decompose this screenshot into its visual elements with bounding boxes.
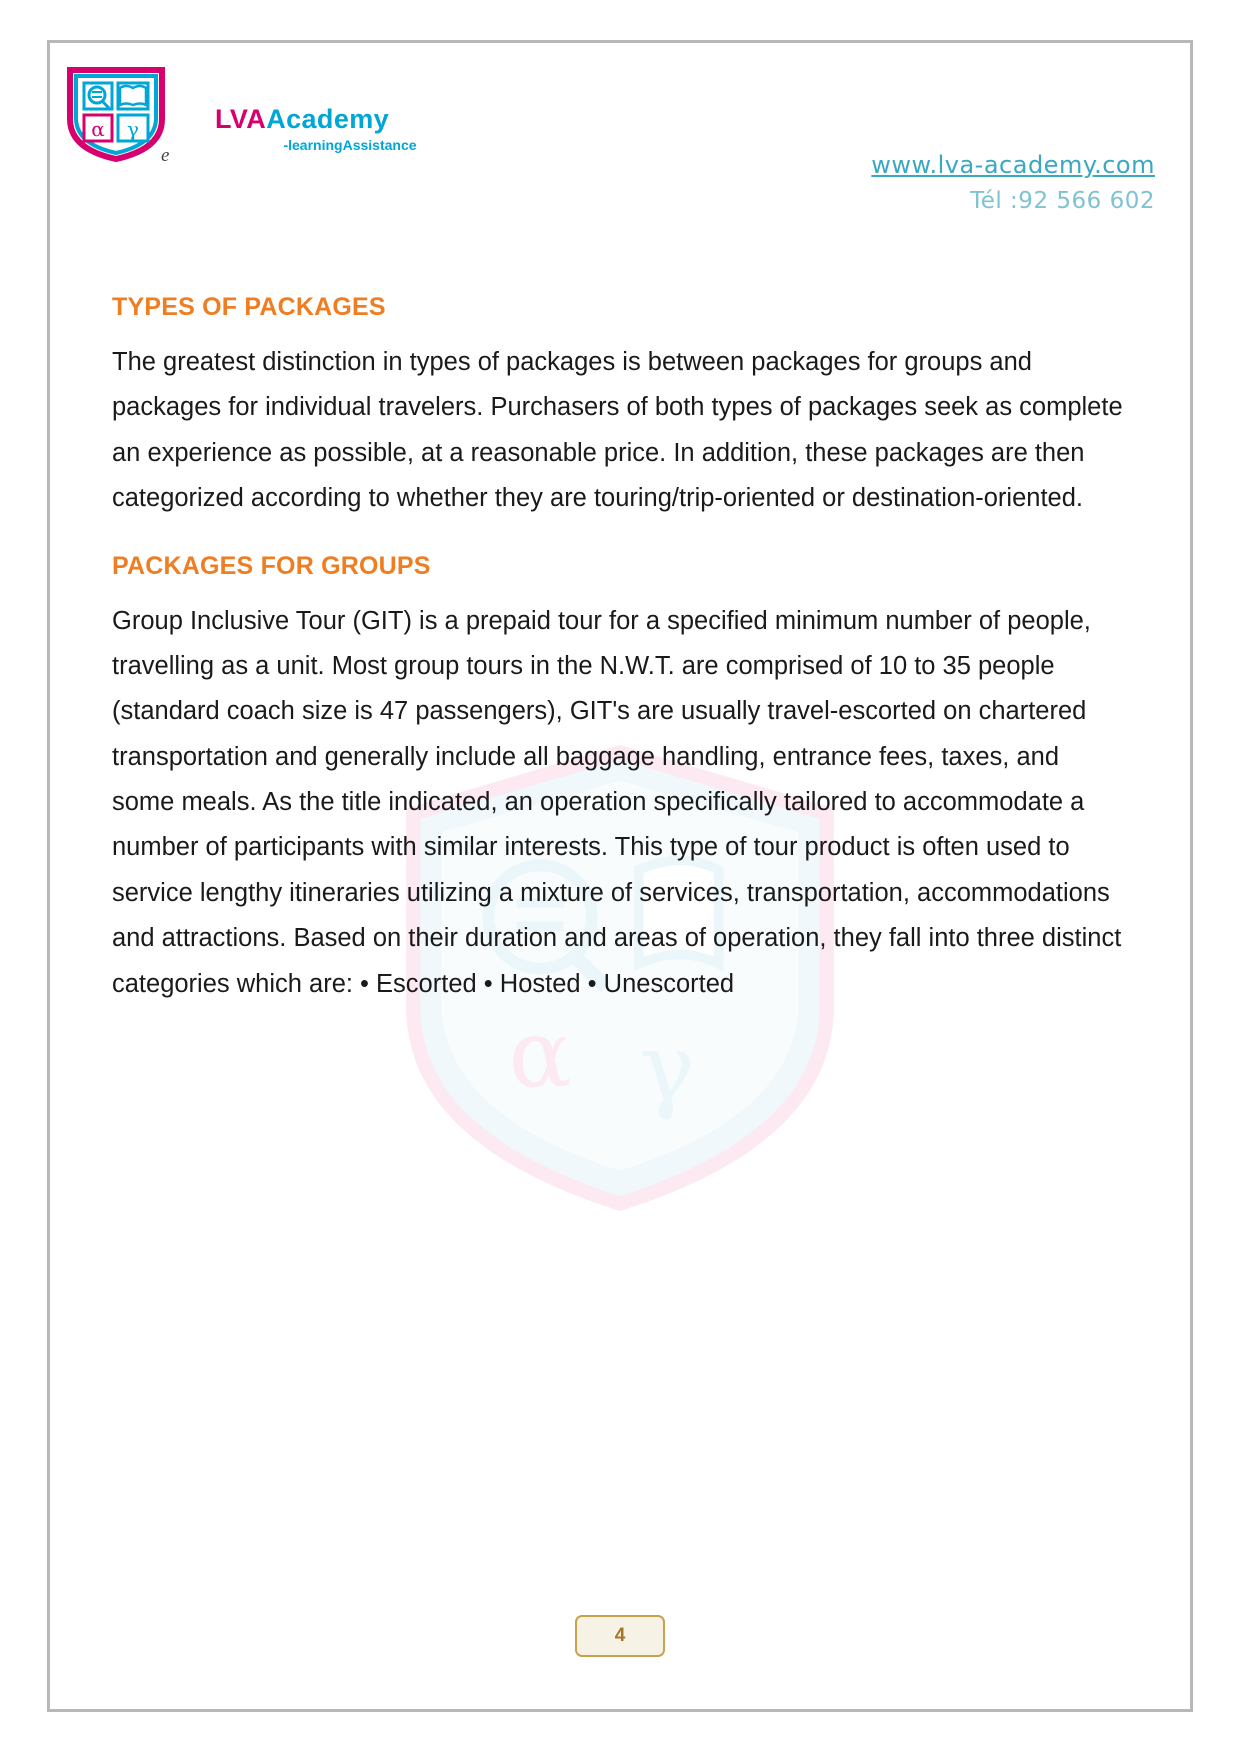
logo-letter-e: e <box>161 145 170 166</box>
document-page <box>47 40 1193 1712</box>
section-heading-types-of-packages: TYPES OF PACKAGES <box>112 293 386 321</box>
website-link[interactable]: www.lva-academy.com <box>871 151 1155 179</box>
logo-container <box>64 65 184 170</box>
section-paragraph-packages-for-groups: Group Inclusive Tour (GIT) is a prepaid tour for a specified minimum number of people, travelling as a unit. Most group tours in the N.W.T. are comprised of 10 to 35 people (standard coach size is 47 passengers), GIT's are usually travel-escorted on chartered transportation and generally include all baggage handling, entrance fees, taxes, and some meals. As the title indicated, an operation specifically tailored to accommodate a number of participants with similar interests. This type of tour product is often used to service lengthy itineraries utilizing a mixture of services, transportation, accommodations and attractions. Based on their duration and areas of operation, they fall into three distinct categories which are: • Escorted • Hosted • Unescorted <box>112 606 1122 998</box>
contact-info <box>735 148 1155 218</box>
section-paragraph-types-of-packages: The greatest distinction in types of packages is between packages for groups and packages for individual travelers. Purchasers of both types of packages seek as complete an experience as possible, at a reasonable price. In addition, these packages are then categorized according to whether they are touring/trip-oriented or destination-oriented. <box>112 348 1123 513</box>
section-heading-packages-for-groups: PACKAGES FOR GROUPS <box>112 551 431 580</box>
brand-subtitle: -learningAssistance <box>283 136 417 153</box>
phone-number: Tél :92 566 602 <box>970 187 1155 214</box>
lva-academy-shield-logo-icon <box>64 65 168 163</box>
brand-block <box>215 105 535 153</box>
brand-title <box>215 105 535 135</box>
svg-text:γ: γ <box>127 117 139 141</box>
document-body <box>50 293 1190 1007</box>
brand-academy-text: Academy <box>266 104 390 134</box>
brand-lva-text: LVA <box>215 104 267 134</box>
svg-text:α: α <box>91 117 105 141</box>
svg-text:α: α <box>508 1000 572 1110</box>
page-number-badge: 4 <box>575 1615 665 1657</box>
svg-text:γ: γ <box>638 1014 696 1124</box>
page-header <box>50 43 1190 283</box>
